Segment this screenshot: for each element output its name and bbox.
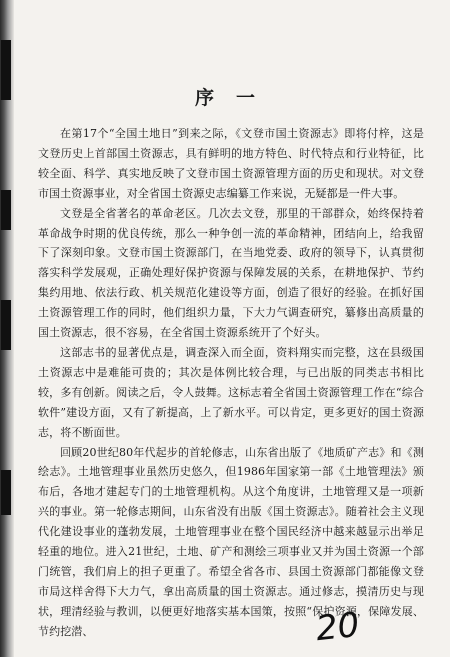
spine-mark bbox=[1, 190, 11, 230]
handwritten-page-number: 20 bbox=[314, 604, 362, 650]
spine-mark bbox=[1, 470, 11, 515]
paragraph: 回顾20世纪80年代起步的首轮修志，山东省出版了《地质矿产志》和《测绘志》。土地管理事业虽然历史悠久，但1986年国家第一部《土地管理法》颁布后，各地才建起专门的土地管理机构。从这个角度讲，土地管理又是一项新兴的事业。第一轮修志期间，山东省没有出版《国土资源志》。随着社会主义现代化建设事业的蓬勃发展，土地管理事业在整个国民经济中越来越显示出举足轻重的地位。进入21世纪，土地、矿产和测绘三项事业又并为国土资源一个部门统管，我们肩上的担子更重了。希望全省各市、县国土资源部门都能像文登市局这样舍得下大力气，拿出高质量的国土资源志。通过修志，摸清历史与现状，理清经验与教训，以便更好地落实基本国策，按照“保护资源，保障发展、节约挖潜、 bbox=[38, 445, 424, 638]
preface-body bbox=[38, 124, 424, 642]
paragraph: 文登是全省著名的革命老区。几次去文登，那里的干部群众，始终保持着革命战争时期的优良传统，那么一种争创一流的革命精神，团结向上，给我留下了深刻印象。文登市国土资源部门，在当地党委、政府的领导下，认真贯彻落实科学发展观，正确处理好保护资源与保障发展的关系，在耕地保护、节约集约用地、依法行政、机关规范化建设等方面，创造了很好的经验。在抓好国土资源管理工作的同时，他们组织力量，下大力气调查研究，纂修出高质量的国土资源志，很不容易，在全省国土资源系统开了个好头。 bbox=[38, 206, 424, 340]
spine-mark bbox=[1, 300, 11, 350]
page-title: 序一 bbox=[194, 87, 277, 109]
paragraph: 在第17个“全国土地日”到来之际，《文登市国土资源志》即将付梓，这是文登历史上首部国土资源志，具有鲜明的地方特色、时代特点和行业特征，比较全面、科学、真实地反映了文登市国土资源管理方面的历史和现状。对文登市国土资源事业，对全省国土资源史志编纂工作来说，无疑都是一件大事。 bbox=[38, 127, 424, 200]
paragraph: 这部志书的显著优点是，调查深入而全面，资料翔实而完整，这在县级国土资源志中是难能可贵的；其次是体例比较合理，与已出版的同类志书相比较，多有创新。阅读之后，令人鼓舞。这标志着全省国土资源管理工作在“综合软件”建设方面，又有了新提高，上了新水平。可以肯定，更多更好的国土资源志，将不断面世。 bbox=[38, 345, 424, 439]
